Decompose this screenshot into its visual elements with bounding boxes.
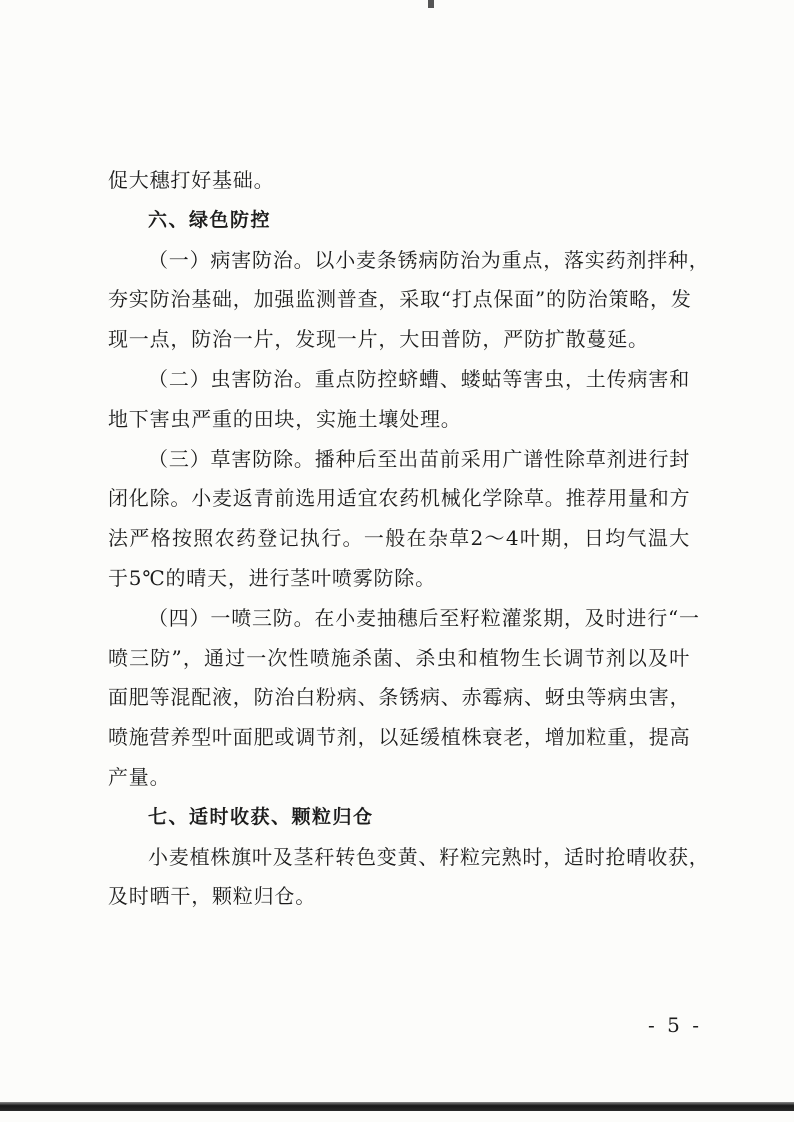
paragraph-4-line-3: 面肥等混配液，防治白粉病、条锈病、赤霉病、蚜虫等病虫害， <box>108 685 691 710</box>
paragraph-1-line-1 <box>108 241 710 281</box>
paragraph-4-label: （四）一喷三防。 <box>148 605 315 630</box>
paragraph-5-line-1: 小麦植株旗叶及茎秆转色变黄、籽粒完熟时，适时抢晴收获， <box>148 844 710 869</box>
paragraph-3-line-1 <box>108 440 690 480</box>
intro-line: 促大穗打好基础。 <box>108 168 275 192</box>
paragraph-4-line-2: 喷三防”，通过一次性喷施杀菌、杀虫和植物生长调节剂以及叶 <box>108 645 690 670</box>
paragraph-2-text: 重点防控蛴螬、蝼蛄等害虫，土传病害和 <box>314 366 690 391</box>
paragraph-3-label: （三）草害防除。 <box>148 446 315 471</box>
paragraph-3-line-4: 于5℃的晴天，进行茎叶喷雾防除。 <box>108 565 436 590</box>
paragraph-4-line-1 <box>108 599 700 639</box>
paragraph-1-text: 以小麦条锈病防治为重点，落实药剂拌种， <box>314 247 710 272</box>
document-body <box>108 161 710 917</box>
paragraph-3-line-3: 法严格按照农药登记执行。一般在杂草2～4叶期，日均气温大 <box>108 526 690 551</box>
page-number: - 5 - <box>648 1013 702 1037</box>
paragraph-1-line-2: 夯实防治基础，加强监测普查，采取“打点保面”的防治策略，发 <box>108 287 692 312</box>
paragraph-5-line-2: 及时晒干，颗粒归仓。 <box>108 884 316 909</box>
paragraph-2-line-1 <box>108 360 690 400</box>
paragraph-2-label: （二）虫害防治。 <box>148 366 315 391</box>
paragraph-4-line-5: 产量。 <box>108 764 171 789</box>
paragraph-3-line-2: 闭化除。小麦返青前选用适宜农药机械化学除草。推荐用量和方 <box>108 486 691 511</box>
section-heading-seven: 七、适时收获、颗粒归仓 <box>148 805 374 828</box>
scan-edge <box>0 1102 794 1111</box>
scan-mark <box>428 0 434 8</box>
section-heading-six: 六、绿色防控 <box>148 208 272 231</box>
paragraph-2-line-2: 地下害虫严重的田块，实施土壤处理。 <box>108 406 462 431</box>
paragraph-4-text: 在小麦抽穗后至籽粒灌浆期，及时进行“一 <box>314 605 700 630</box>
paragraph-1-label: （一）病害防治。 <box>148 247 315 272</box>
paragraph-1-line-3: 现一点，防治一片，发现一片，大田普防，严防扩散蔓延。 <box>108 327 649 352</box>
paragraph-3-text: 播种后至出苗前采用广谱性除草剂进行封 <box>314 446 690 471</box>
paragraph-4-line-4: 喷施营养型叶面肥或调节剂，以延缓植株衰老，增加粒重，提高 <box>108 725 691 750</box>
